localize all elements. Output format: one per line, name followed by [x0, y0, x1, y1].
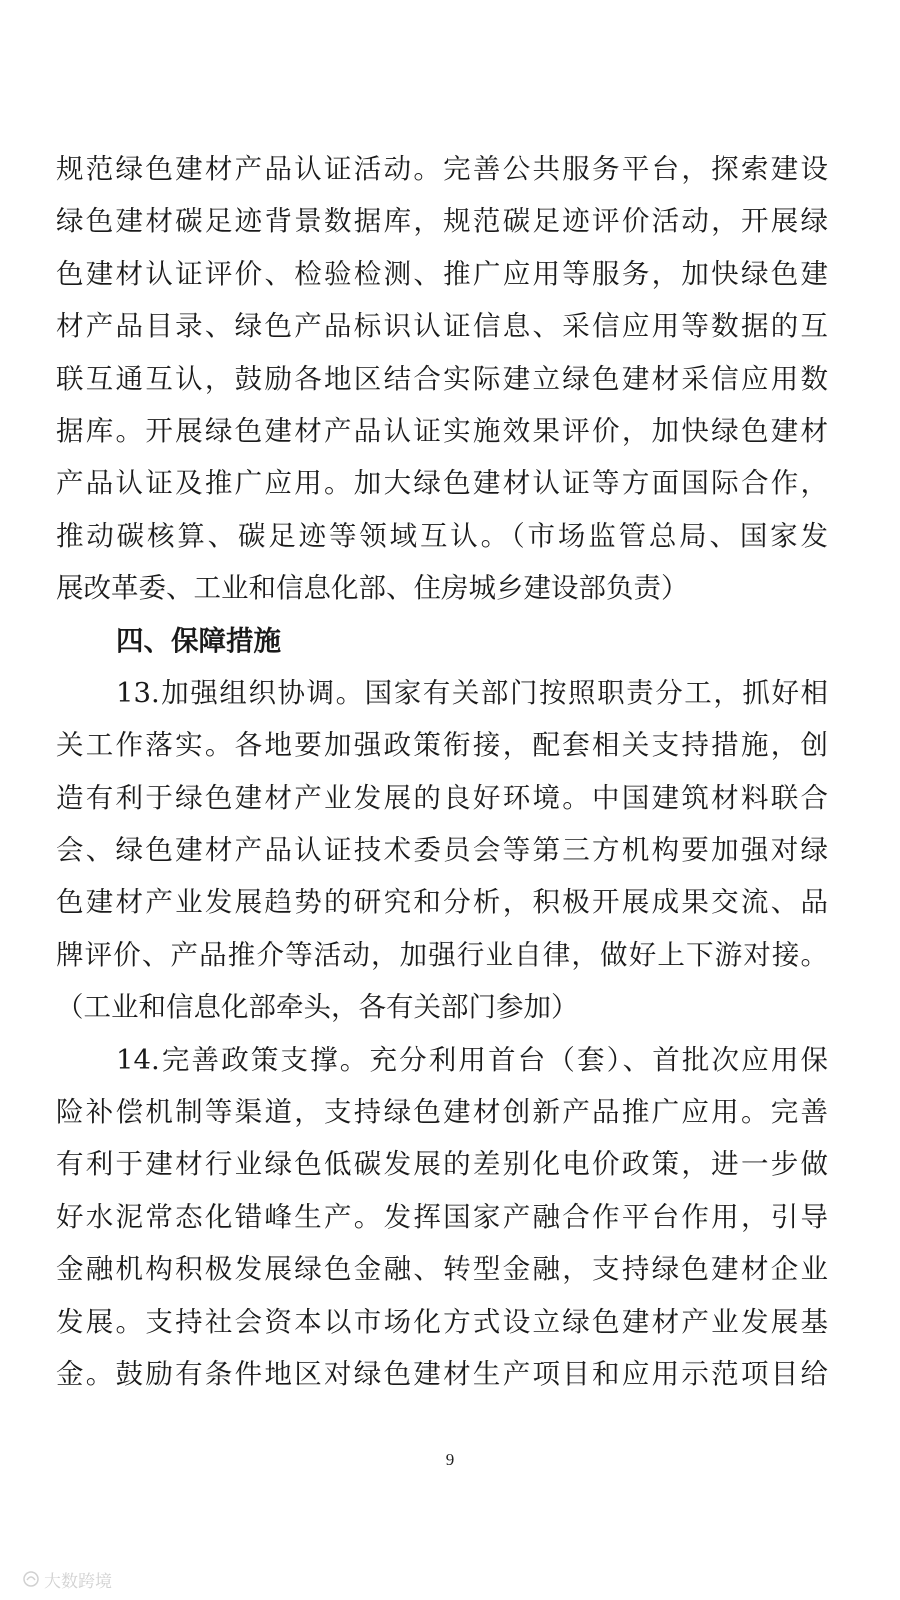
- text-line: 好水泥常态化错峰生产。发挥国家产融合作平台作用，引导: [56, 1200, 828, 1233]
- text-line: 色建材产业发展趋势的研究和分析，积极开展成果交流、品: [56, 886, 828, 919]
- text-line: 牌评价、产品推介等活动，加强行业自律，做好上下游对接。: [56, 938, 828, 971]
- text-line: 造有利于绿色建材产业发展的良好环境。中国建筑材料联合: [56, 781, 828, 814]
- text-line: 金。鼓励有条件地区对绿色建材生产项目和应用示范项目给: [56, 1357, 828, 1390]
- text-line: （工业和信息化部牵头，各有关部门参加）: [56, 991, 579, 1024]
- text-line: 有利于建材行业绿色低碳发展的差别化电价政策，进一步做: [56, 1148, 828, 1181]
- watermark-text: 大数跨境: [44, 1571, 112, 1592]
- page-number: 9: [445, 1450, 455, 1469]
- text-line: 产品认证及推广应用。加大绿色建材认证等方面国际合作，: [56, 467, 828, 500]
- text-line: 材产品目录、绿色产品标识认证信息、采信应用等数据的互: [56, 310, 828, 343]
- text-line: 色建材认证评价、检验检测、推广应用等服务，加快绿色建: [56, 257, 828, 290]
- text-line: 13.加强组织协调。国家有关部门按照职责分工，抓好相: [116, 676, 828, 709]
- text-line: 险补偿机制等渠道，支持绿色建材创新产品推广应用。完善: [56, 1096, 828, 1129]
- text-line: 14.完善政策支撑。充分利用首台（套）、首批次应用保: [116, 1043, 828, 1076]
- text-line: 金融机构积极发展绿色金融、转型金融，支持绿色建材企业: [56, 1253, 828, 1286]
- text-line: 展改革委、工业和信息化部、住房城乡建设部负责）: [56, 572, 689, 605]
- body-text: [56, 143, 828, 1400]
- text-line: 发展。支持社会资本以市场化方式设立绿色建材产业发展基: [56, 1305, 828, 1338]
- text-line: 会、绿色建材产品认证技术委员会等第三方机构要加强对绿: [56, 834, 828, 867]
- text-line: 关工作落实。各地要加强政策衔接，配套相关支持措施，创: [56, 729, 828, 762]
- text-line: 规范绿色建材产品认证活动。完善公共服务平台，探索建设: [56, 153, 828, 185]
- text-line: 绿色建材碳足迹背景数据库，规范碳足迹评价活动，开展绿: [56, 205, 828, 238]
- watermark-logo-icon: [22, 1570, 40, 1588]
- text-line: 推动碳核算、碳足迹等领域互认。（市场监管总局、国家发: [56, 519, 828, 552]
- text-line: 据库。开展绿色建材产品认证实施效果评价，加快绿色建材: [56, 414, 828, 447]
- section-heading: 四、保障措施: [116, 624, 281, 657]
- watermark: [22, 1566, 112, 1592]
- text-line: 联互通互认，鼓励各地区结合实际建立绿色建材采信应用数: [56, 362, 828, 395]
